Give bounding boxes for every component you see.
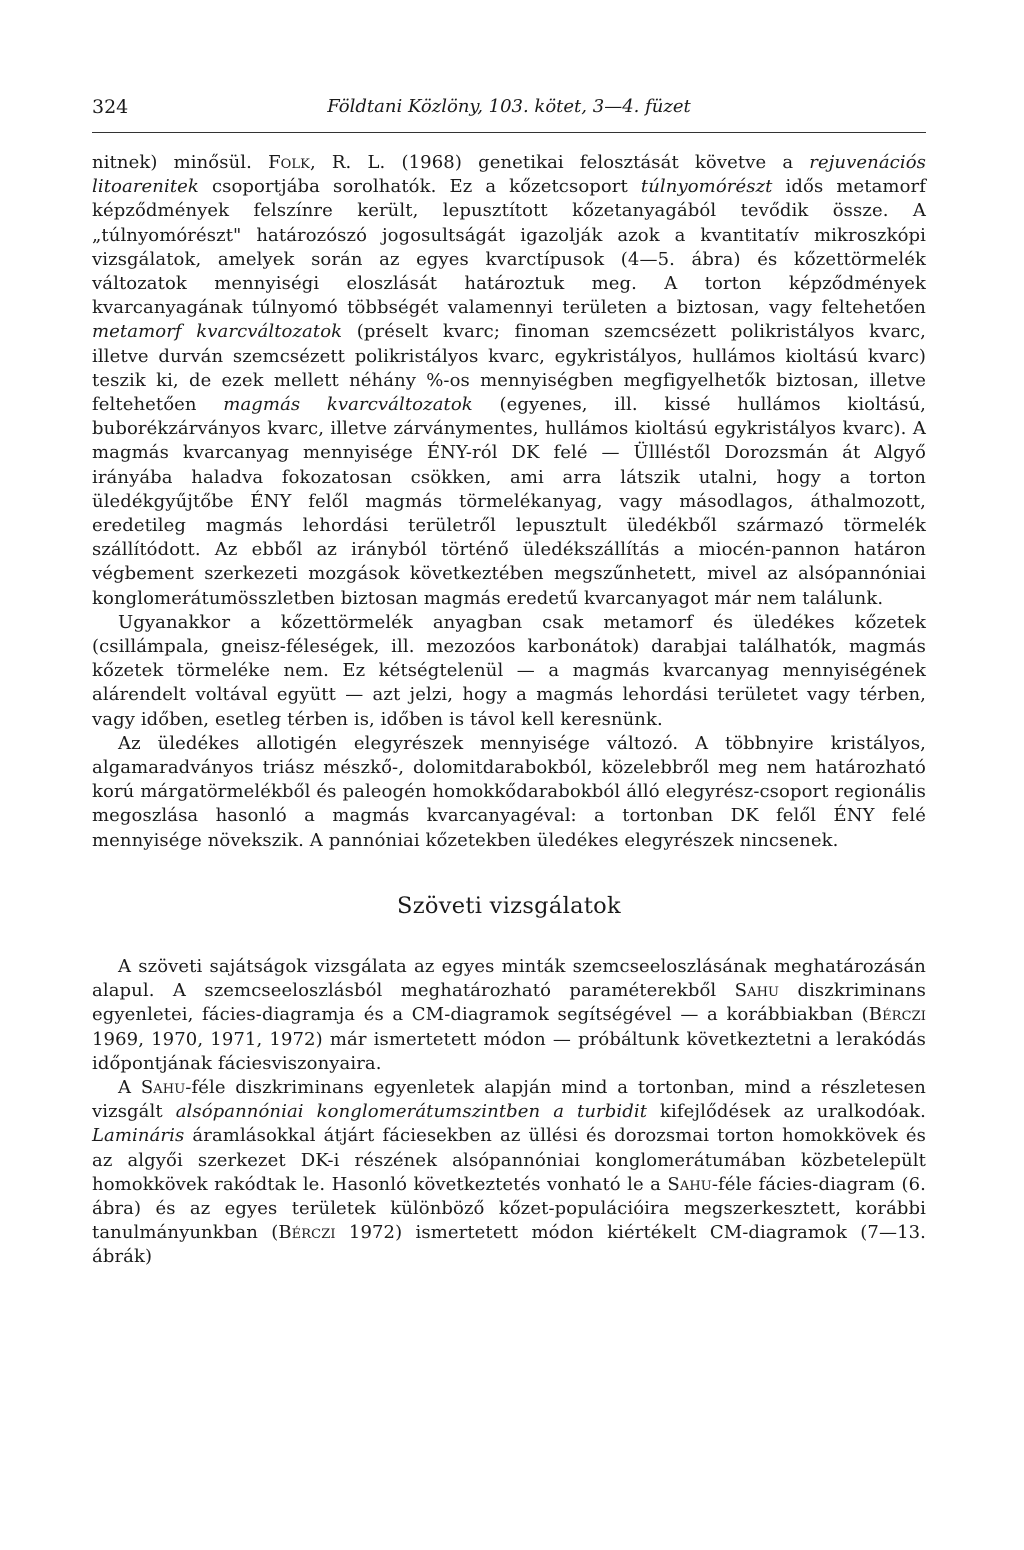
- text-run: 1969, 1970, 1971, 1972) már ismertetett módon — próbáltunk következtetni a lerakódás időpontjának fáciesviszonyaira.: [92, 1028, 926, 1074]
- running-title: Földtani Közlöny, 103. kötet, 3—4. füzet: [327, 96, 691, 117]
- author-name: Bérczi: [278, 1222, 336, 1244]
- italic-term: metamorf kvarcváltozatok: [92, 321, 343, 343]
- page-header: [92, 92, 926, 133]
- italic-term: túlnyomórészt: [640, 176, 773, 198]
- italic-term: magmás kvarcváltozatok: [223, 394, 473, 416]
- italic-term: rejuvenációs litoarenitek: [92, 152, 926, 198]
- text-run: -féle diszkriminans egyenletek alapján mind a tortonban, mind a részletesen vizsgált: [92, 1076, 926, 1123]
- text-run: 1972) ismertetett módon kiértékelt CM-diagramok (7—13. ábrák): [92, 1222, 926, 1268]
- text-run: áramlásokkal átjárt fáciesekben az üllési és dorozsmai torton homokkövek és az algyői szerkezet DK-i részének alsópannóniai konglomerátumában közbetelepült homokkövek rakódtak le. Hasonló következtetés vonható le a: [92, 1125, 926, 1195]
- paragraph-continued: [92, 151, 926, 611]
- italic-term: alsópannóniai konglomerátumszintben a turbidit: [175, 1101, 648, 1123]
- section-heading: Szöveti vizsgálatok: [397, 892, 621, 919]
- text-run: (egyenes, ill. kissé hullámos kioltású, buborékzárványos kvarc, illetve zárványmentes, hullámos kioltású egykristályos kvarc). A magmás kvarcanyag mennyisége ÉNY-ról DK felé — Üllléstől Dorozsmán át Algyő irányába haladva fokozatosan csökken, ami arra látszik utalni, hogy a torton üledékgyűjtőbe ÉNY felől magmás törmelékanyag, vagy másodlagos, áthalmozott, eredetileg magmás lehordási területről lepusztult üledékből származó törmelék szállítódott. Az ebből az irányból történő üledékszállítás a miocén-pannon határon végbement szerkezeti mozgások következtében megszűnhetett, mivel az alsópannóniai konglomerátumösszletben biztosan magmás eredetű kvarcanyagot már nem találunk.: [92, 394, 926, 609]
- author-name: Sahu: [667, 1173, 712, 1195]
- paragraph-texture-intro: [92, 955, 926, 1076]
- page-number: 324: [92, 96, 129, 118]
- author-name: Sahu: [140, 1076, 186, 1098]
- author-name: Sahu: [734, 980, 780, 1002]
- paragraph-rock-fragments: Ugyanakkor a kőzettörmelék anyagban csak metamorf és üledékes kőzetek (csillámpala, gneisz-féleségek, ill. mezozóos karbonátok) darabjai találhatók, magmás kőzetek törmeléke nem. Ez kétségtelenül — a magmás kvarcanyag mennyiségének alárendelt voltával együtt — azt jelzi, hogy a magmás lehordási területet vagy térben, vagy időben, esetleg térben is, időben is távol kell keresnünk.: [92, 611, 926, 730]
- paragraph-sedimentary-components: Az üledékes allotigén elegyrészek mennyisége változó. A többnyire kristályos, algamaradványos triász mészkő-, dolomitdarabokból, közelebbről meg nem határozható korú márgatörmelékből és paleogén homokkődarabokból álló elegyrész-csoport regionális megoszlása hasonló a magmás kvarcanyagéval: a tortonban DK felől ÉNY felé mennyisége növekszik. A pannóniai kőzetekben üledékes elegyrészek nincsenek.: [92, 732, 926, 851]
- text-run: diszkriminans egyenletei, fácies-diagramja és a CM-diagramok segítségével — a korábbiakban (: [92, 980, 927, 1026]
- text-run: -féle fácies-diagram (6. ábra) és az egyes területek különböző kőzet-populációira megszerkesztett, korábbi tanulmányunkban (: [92, 1173, 926, 1244]
- article-body: [92, 151, 926, 1270]
- text-run: csoportjába sorolhatók. Ez a kőzetcsoport: [198, 176, 641, 198]
- text-run: (préselt kvarc; finoman szemcsézett polikristályos kvarc, illetve durván szemcsézett polikristályos kvarc, egykristályos, hullámos kioltású kvarc) teszik ki, de ezek mellett néhány %-os mennyiségben megfigyelhetők biztosan, illetve feltehetően: [92, 321, 926, 416]
- author-name: Folk: [268, 152, 310, 173]
- text-run: , R. L. (1968) genetikai felosztását követve a: [309, 152, 810, 173]
- text-run: kifejlődések az uralkodóak.: [647, 1101, 927, 1123]
- paragraph-sahu-analysis: [92, 1076, 926, 1270]
- text-run: idős metamorf képződmények felszínre került, lepusztított kőzetanyagából tevődik össze. A „túlnyomórészt" határozószó jogosultságát igazolják azok a kvantitatív mikroszkópi vizsgálatok, amelyek során az egyes kvarctípusok (4—5. ábra) és kőzettörmelék változatok mennyiségi eloszlását határoztuk meg. A torton képződmények kvarcanyagának túlnyomó többségét valamennyi területen a biztosan, vagy feltehetően: [92, 176, 926, 319]
- journal-page: [92, 92, 926, 1270]
- text-run: A: [118, 1076, 141, 1098]
- text-run: A szöveti sajátságok vizsgálata az egyes minták szemcseeloszlásának meghatározásán alapul. A szemcseeloszlásból meghatározható paraméterekből: [92, 955, 926, 1002]
- author-name: Bérczi: [868, 1004, 926, 1026]
- text-run: nitnek) minősül.: [92, 152, 269, 173]
- italic-term: Lamináris: [92, 1125, 185, 1147]
